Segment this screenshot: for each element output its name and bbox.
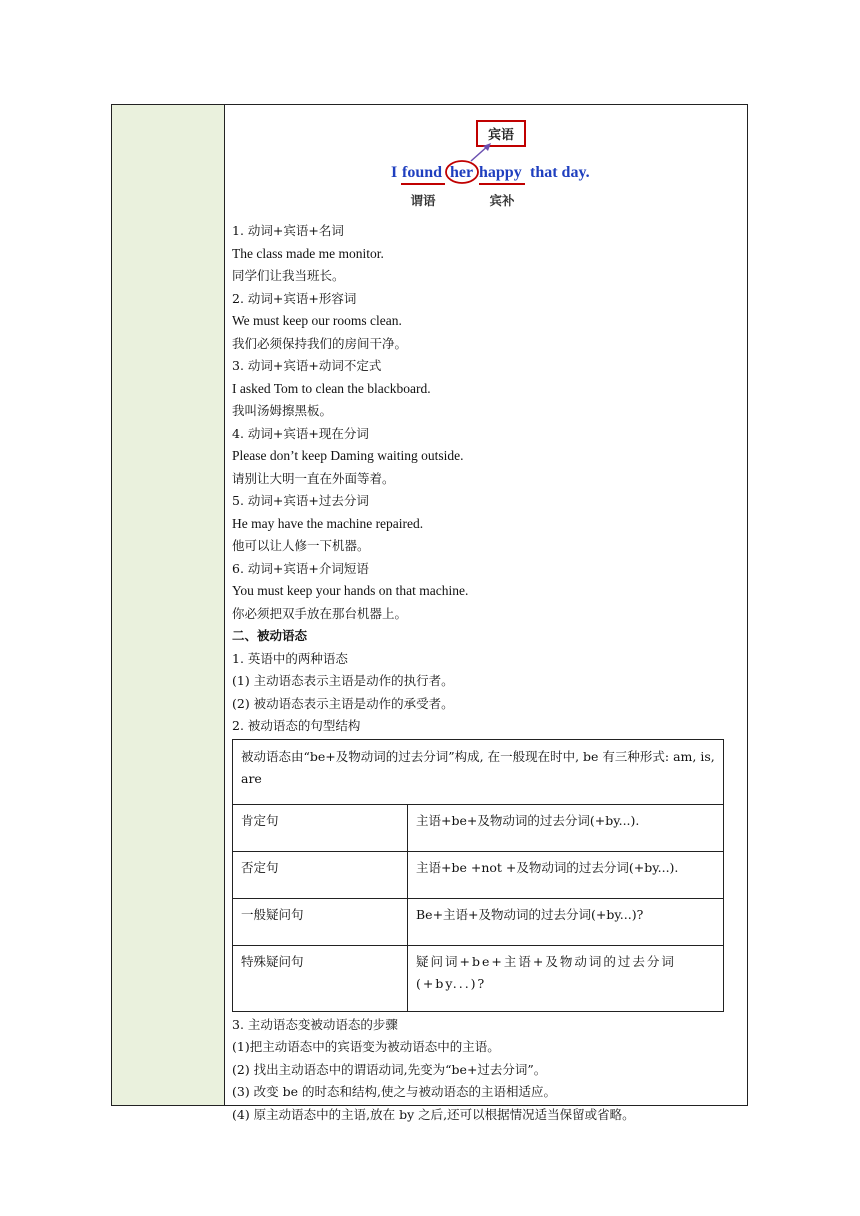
section-item: 2. 被动语态的句型结构 — [232, 718, 361, 733]
sentence-pattern: 主语+be+及物动词的过去分词(+by...). — [408, 804, 724, 851]
right-column — [225, 105, 747, 1122]
text-line: 2. 动词+宾语+形容词 — [232, 290, 357, 306]
text-line: 我们必须保持我们的房间干净。 — [232, 335, 408, 351]
step-item: (1)把主动语态中的宾语变为被动语态中的主语。 — [232, 1039, 500, 1054]
text-line: I asked Tom to clean the blackboard. — [232, 380, 431, 396]
word-her: her — [450, 164, 474, 181]
sentence-pattern: Be+主语+及物动词的过去分词(+by...)? — [408, 898, 724, 945]
text-line: Please don’t keep Daming waiting outside. — [232, 448, 464, 463]
text-line: 1. 动词+宾语+名词 — [232, 223, 344, 238]
text-line: 请别让大明一直在外面等着。 — [232, 470, 395, 486]
sentence-type: 肯定句 — [233, 804, 408, 851]
text-line: 同学们让我当班长。 — [232, 268, 345, 283]
text-line: 我叫汤姆擦黑板。 — [232, 403, 333, 418]
text-line: 你必须把双手放在那台机器上。 — [232, 605, 408, 621]
text-line: 5. 动词+宾语+过去分词 — [232, 493, 369, 508]
complement-examples — [232, 220, 747, 625]
table-row — [233, 804, 724, 851]
steps-title: 3. 主动语态变被动语态的步骤 — [232, 1016, 398, 1032]
word-i: I — [391, 164, 398, 181]
text-line: You must keep your hands on that machine. — [232, 583, 469, 598]
text-line: 3. 动词+宾语+动词不定式 — [232, 358, 382, 373]
lesson-content — [232, 220, 747, 1126]
text-line: 4. 动词+宾语+现在分词 — [232, 425, 369, 441]
sentence-pattern: 疑问词+be+主语+及物动词的过去分词(+by...)? — [408, 945, 724, 1011]
table-row — [233, 851, 724, 898]
left-column — [112, 105, 225, 1105]
word-found: found — [402, 164, 443, 181]
table-intro: 被动语态由“be+及物动词的过去分词”构成, 在一般现在时中, be 有三种形式: am, is, are — [233, 739, 724, 804]
section-item: 1. 英语中的两种语态 — [232, 650, 348, 666]
text-line: The class made me monitor. — [232, 245, 384, 261]
step-item: (2) 找出主动语态中的谓语动词,先变为“be+过去分词”。 — [232, 1061, 547, 1077]
sentence-pattern: 主语+be +not +及物动词的过去分词(+by...). — [408, 851, 724, 898]
step-item: (4) 原主动语态中的主语,放在 by 之后,还可以根据情况适当保留或省略。 — [232, 1106, 635, 1122]
word-that-day: that day. — [530, 164, 590, 181]
predicate-label: 谓语 — [410, 193, 436, 208]
section-item: (1) 主动语态表示主语是动作的执行者。 — [232, 673, 454, 688]
table-row — [233, 945, 724, 1011]
sentence-type: 特殊疑问句 — [233, 945, 408, 1011]
text-line: He may have the machine repaired. — [232, 515, 424, 531]
word-happy: happy — [479, 164, 522, 181]
complement-label: 宾补 — [489, 193, 515, 208]
step-item: (3) 改变 be 的时态和结构,使之与被动语态的主语相适应。 — [232, 1084, 557, 1099]
sentence-type: 否定句 — [233, 851, 408, 898]
table-row — [233, 898, 724, 945]
sentence-type: 一般疑问句 — [233, 898, 408, 945]
passive-structure-table — [232, 739, 724, 1012]
text-line: We must keep our rooms clean. — [232, 313, 402, 328]
text-line: 他可以让人修一下机器。 — [232, 538, 370, 553]
section-heading: 二、被动语态 — [232, 628, 308, 643]
text-line: 6. 动词+宾语+介词短语 — [232, 560, 369, 576]
object-label: 宾语 — [487, 128, 515, 143]
grammar-diagram — [225, 105, 750, 221]
layout-table — [111, 104, 748, 1122]
section-item: (2) 被动语态表示主语是动作的承受者。 — [232, 695, 454, 711]
